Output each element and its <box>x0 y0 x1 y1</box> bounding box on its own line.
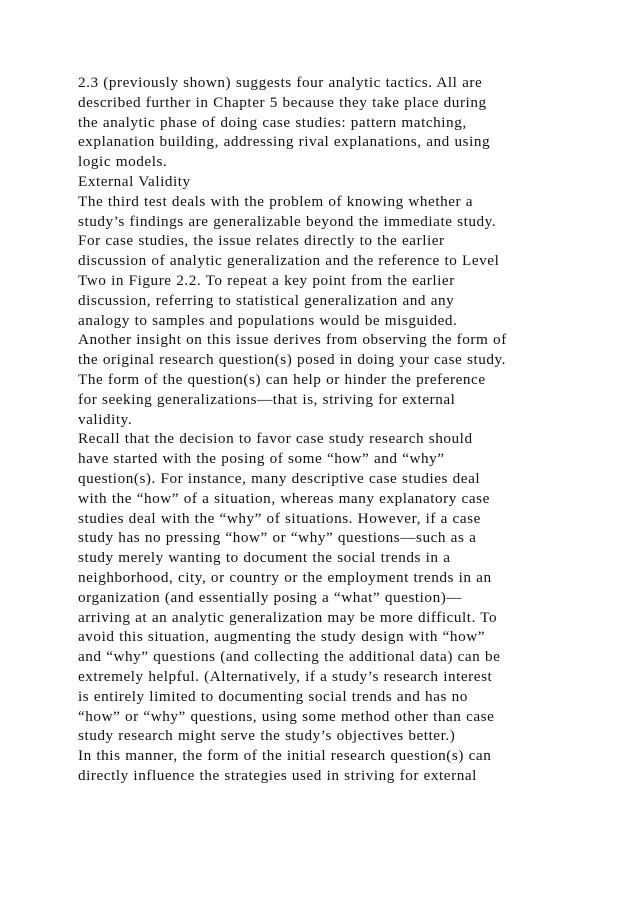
text-line: for seeking generalizations—that is, striving for external <box>78 390 456 408</box>
text-line: Two in Figure 2.2. To repeat a key point from the earlier <box>78 271 455 289</box>
text-line: validity. <box>78 410 133 428</box>
text-line: question(s). For instance, many descriptive case studies deal <box>78 469 481 487</box>
text-line: “how” or “why” questions, using some method other than case <box>78 707 495 725</box>
text-line: The third test deals with the problem of knowing whether a <box>78 192 474 210</box>
text-line: have started with the posing of some “how” and “why” <box>78 450 445 468</box>
text-line: Another insight on this issue derives from observing the form of <box>78 331 507 349</box>
text-line: extremely helpful. (Alternatively, if a study’s research interest <box>78 667 493 685</box>
text-line: The form of the question(s) can help or hinder the preference <box>78 370 486 388</box>
text-line: the analytic phase of doing case studies: pattern matching, <box>78 113 467 131</box>
text-line: discussion, referring to statistical generalization and any <box>78 291 455 309</box>
text-line: and “why” questions (and collecting the additional data) can be <box>78 648 501 666</box>
text-line: directly influence the strategies used in striving for external <box>78 766 477 784</box>
text-line: study research might serve the study’s objectives better.) <box>78 727 456 745</box>
text-line: avoid this situation, augmenting the study design with “how” <box>78 628 486 646</box>
text-line: arriving at an analytic generalization may be more difficult. To <box>78 608 498 626</box>
text-line: study’s findings are generalizable beyond the immediate study. <box>78 212 497 230</box>
text-line: neighborhood, city, or country or the employment trends in an <box>78 568 492 586</box>
text-line: In this manner, the form of the initial research question(s) can <box>78 747 492 765</box>
text-line: with the “how” of a situation, whereas many explanatory case <box>78 489 490 507</box>
text-line: study has no pressing “how” or “why” questions—such as a <box>78 529 477 547</box>
text-line: study merely wanting to document the social trends in a <box>78 549 451 567</box>
text-line: organization (and essentially posing a “what” question)— <box>78 588 463 606</box>
text-line: discussion of analytic generalization and the reference to Level <box>78 252 500 270</box>
text-line: For case studies, the issue relates directly to the earlier <box>78 232 445 250</box>
text-line: explanation building, addressing rival explanations, and using <box>78 133 491 151</box>
text-line: is entirely limited to documenting social trends and has no <box>78 687 468 705</box>
text-line: 2.3 (previously shown) suggests four analytic tactics. All are <box>78 74 483 91</box>
section-heading-external-validity: External Validity <box>78 172 191 190</box>
text-line: analogy to samples and populations would be misguided. <box>78 311 458 329</box>
body-text <box>78 73 618 786</box>
text-line: Recall that the decision to favor case study research should <box>78 430 473 448</box>
text-line: logic models. <box>78 153 168 171</box>
text-line: described further in Chapter 5 because they take place during <box>78 93 487 111</box>
text-line: the original research question(s) posed in doing your case study. <box>78 351 507 369</box>
text-line: studies deal with the “why” of situations. However, if a case <box>78 509 481 527</box>
